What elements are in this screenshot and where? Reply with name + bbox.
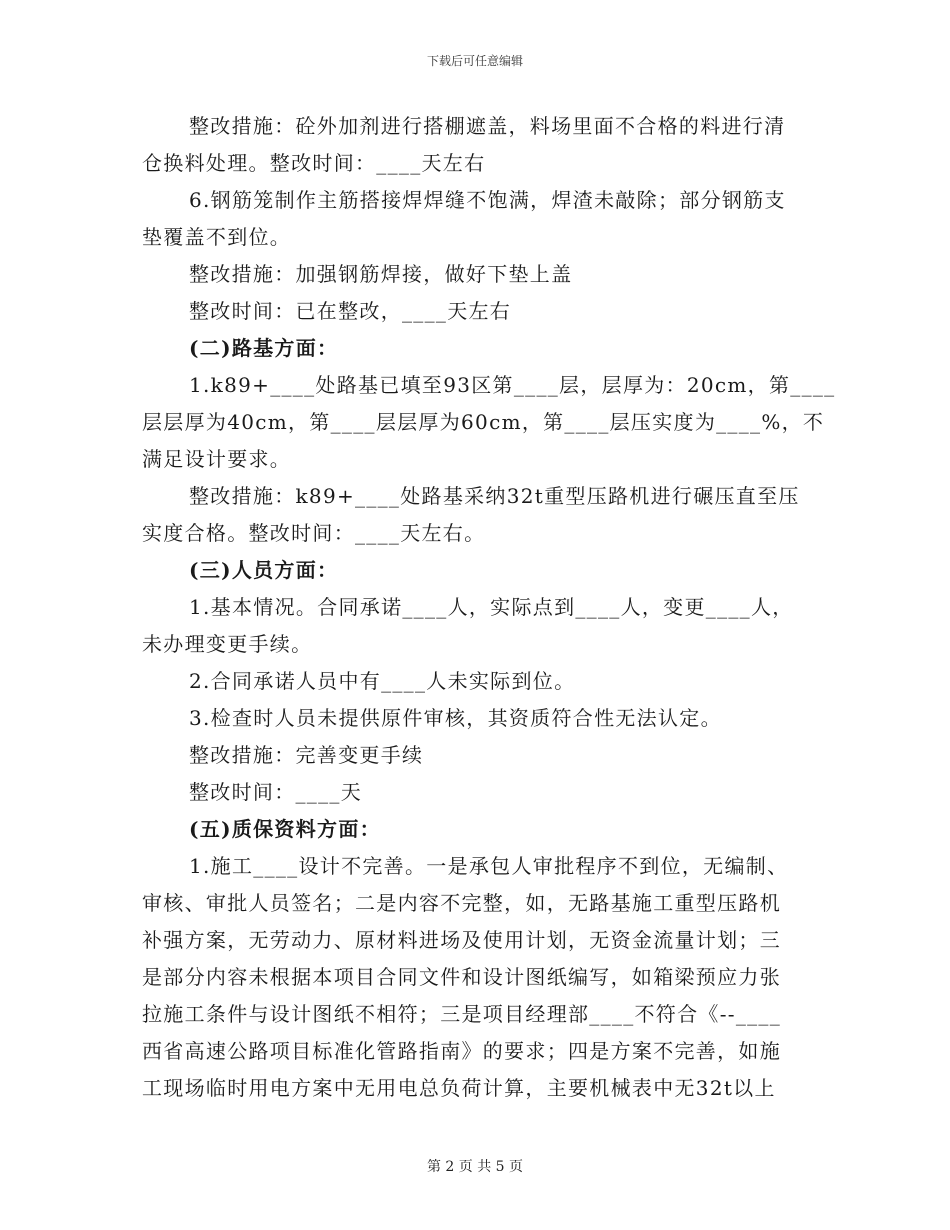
- section-heading: (三)人员方面：: [189, 558, 339, 582]
- text-line: 实度合格。整改时间：____天左右。: [142, 521, 486, 545]
- document-body: [142, 108, 836, 1107]
- text-line: 未办理变更手续。: [142, 632, 313, 656]
- text-line: 1.施工____设计不完善。一是承包人审批程序不到位，无编制、: [189, 854, 789, 878]
- text-line: 西省高速公路项目标准化管路指南》的要求；四是方案不完善，如施: [142, 1039, 781, 1063]
- text-line: 补强方案，无劳动力、原材料进场及使用计划，无资金流量计划；三: [142, 928, 781, 952]
- text-line: 3.检查时人员未提供原件审核，其资质符合性无法认定。: [189, 706, 722, 730]
- text-line: 仓换料处理。整改时间：____天左右: [142, 151, 486, 175]
- text-line: 整改时间：已在整改，____天左右: [189, 299, 512, 323]
- text-line: 工现场临时用电方案中无用电总负荷计算，主要机械表中无32t以上: [142, 1076, 776, 1100]
- text-line: 6.钢筋笼制作主筋搭接焊焊缝不饱满，焊渣未敲除；部分钢筋支: [189, 188, 786, 212]
- text-line: 1.基本情况。合同承诺____人，实际点到____人，变更____人，: [189, 595, 794, 619]
- text-line: 满足设计要求。: [142, 447, 292, 471]
- text-line: 审核、审批人员签名；二是内容不完整，如，无路基施工重型压路机: [142, 891, 781, 915]
- section-heading: (五)质保资料方面：: [189, 817, 381, 841]
- text-line: 整改措施：砼外加剂进行搭棚遮盖，料场里面不合格的料进行清: [189, 114, 786, 138]
- text-line: 是部分内容未根据本项目合同文件和设计图纸编写，如箱梁预应力张: [142, 965, 781, 989]
- text-line: 整改措施：完善变更手续: [189, 743, 424, 767]
- text-line: 垫覆盖不到位。: [142, 225, 292, 249]
- page-footer: 第 2 页 共 5 页: [426, 1159, 524, 1175]
- text-line: 整改措施：加强钢筋焊接，做好下垫上盖: [189, 262, 573, 286]
- text-line: 层层厚为40cm，第____层层厚为60cm，第____层压实度为____%，不: [142, 410, 825, 434]
- page-header: 下载后可任意编辑: [426, 54, 523, 68]
- text-line: 1.k89+____处路基已填至93区第____层，层厚为：20cm，第____: [189, 373, 836, 397]
- text-line: 2.合同承诺人员中有____人未实际到位。: [189, 669, 576, 693]
- text-line: 整改时间：____天: [189, 780, 362, 804]
- text-line: 整改措施：k89+____处路基采纳32t重型压路机进行碾压直至压: [189, 484, 800, 508]
- section-heading: (二)路基方面：: [189, 336, 339, 360]
- text-line: 拉施工条件与设计图纸不相符；三是项目经理部____不符合《--____: [142, 1002, 782, 1026]
